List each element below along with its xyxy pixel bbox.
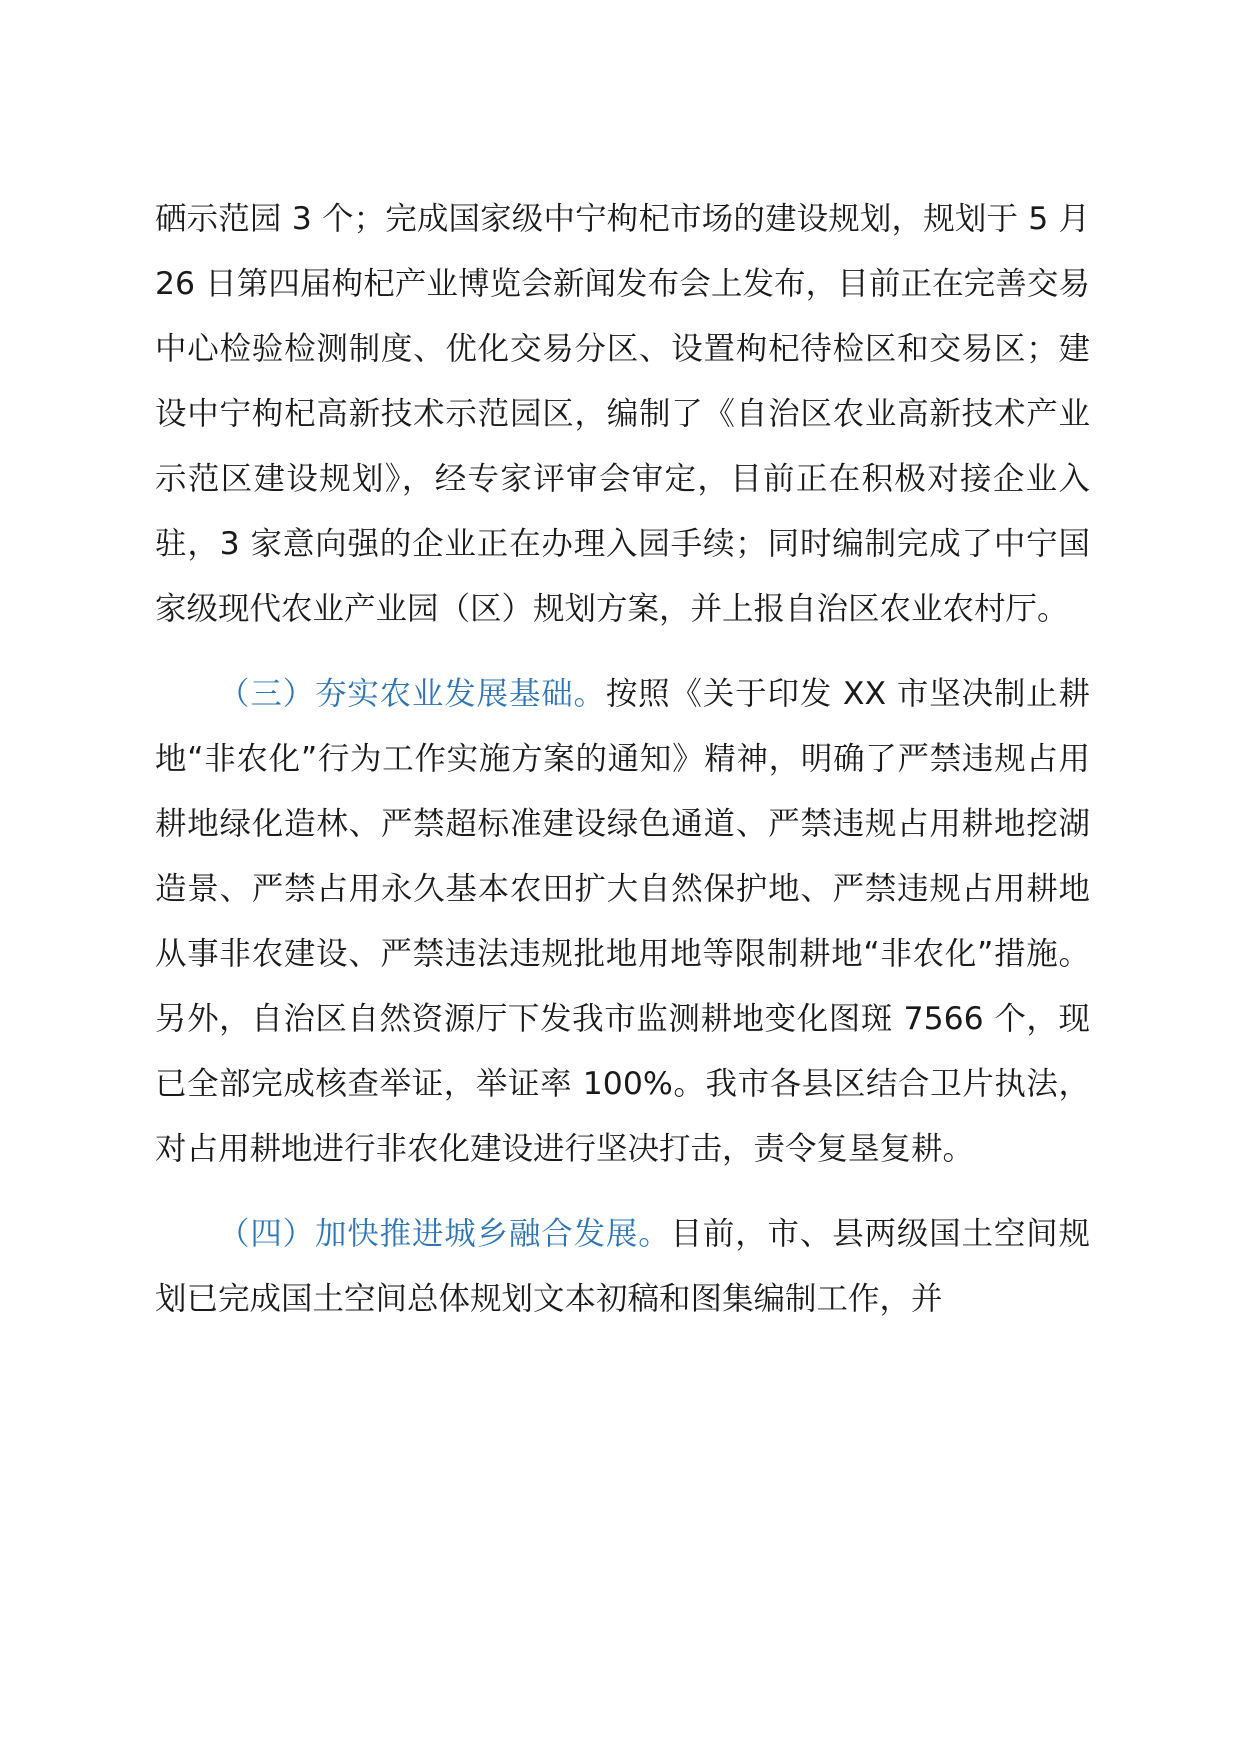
paragraph-text: 硒示范园 3 个；完成国家级中宁枸杞市场的建设规划，规划于 5 月 26 日第四届枸杞产业博览会新闻发布会上发布，目前正在完善交易中心检验检测制度、优化交易分区、设置枸杞待检区和交易区；建设中宁枸杞高新技术示范园区，编制了《自治区农业高新技术产业示范区建设规划》，经专家评审会审定，目前正在积极对接企业入驻，3 家意向强的企业正在办理入园手续；同时编制完成了中宁国家级现代农业产业园（区）规划方案，并上报自治区农业农村厅。 <box>155 201 1090 627</box>
section-heading: （三）夯实农业发展基础。 <box>218 676 606 712</box>
paragraph-section-four <box>155 1202 1090 1332</box>
paragraph-text: 按照《关于印发 XX 市坚决制止耕地“非农化”行为工作实施方案的通知》精神，明确了严禁违规占用耕地绿化造林、严禁超标准建设绿色通道、严禁违规占用耕地挖湖造景、严禁占用永久基本农田扩大自然保护地、严禁违规占用耕地从事非农建设、严禁违法违规批地用地等限制耕地“非农化”措施。另外，自治区自然资源厅下发我市监测耕地变化图斑 7566 个，现已全部完成核查举证，举证率 100%。我市各县区结合卫片执法，对占用耕地进行非农化建设进行坚决打击，责令复垦复耕。 <box>155 676 1090 1167</box>
section-heading: （四）加快推进城乡融合发展。 <box>218 1216 671 1252</box>
paragraph-section-three <box>155 662 1090 1182</box>
paragraph-text: 目前，市、县两级国土空间规划已完成国土空间总体规划文本初稿和图集编制工作，并 <box>155 1216 1090 1317</box>
paragraph-continuation <box>155 187 1090 642</box>
document-page <box>155 187 1090 1332</box>
